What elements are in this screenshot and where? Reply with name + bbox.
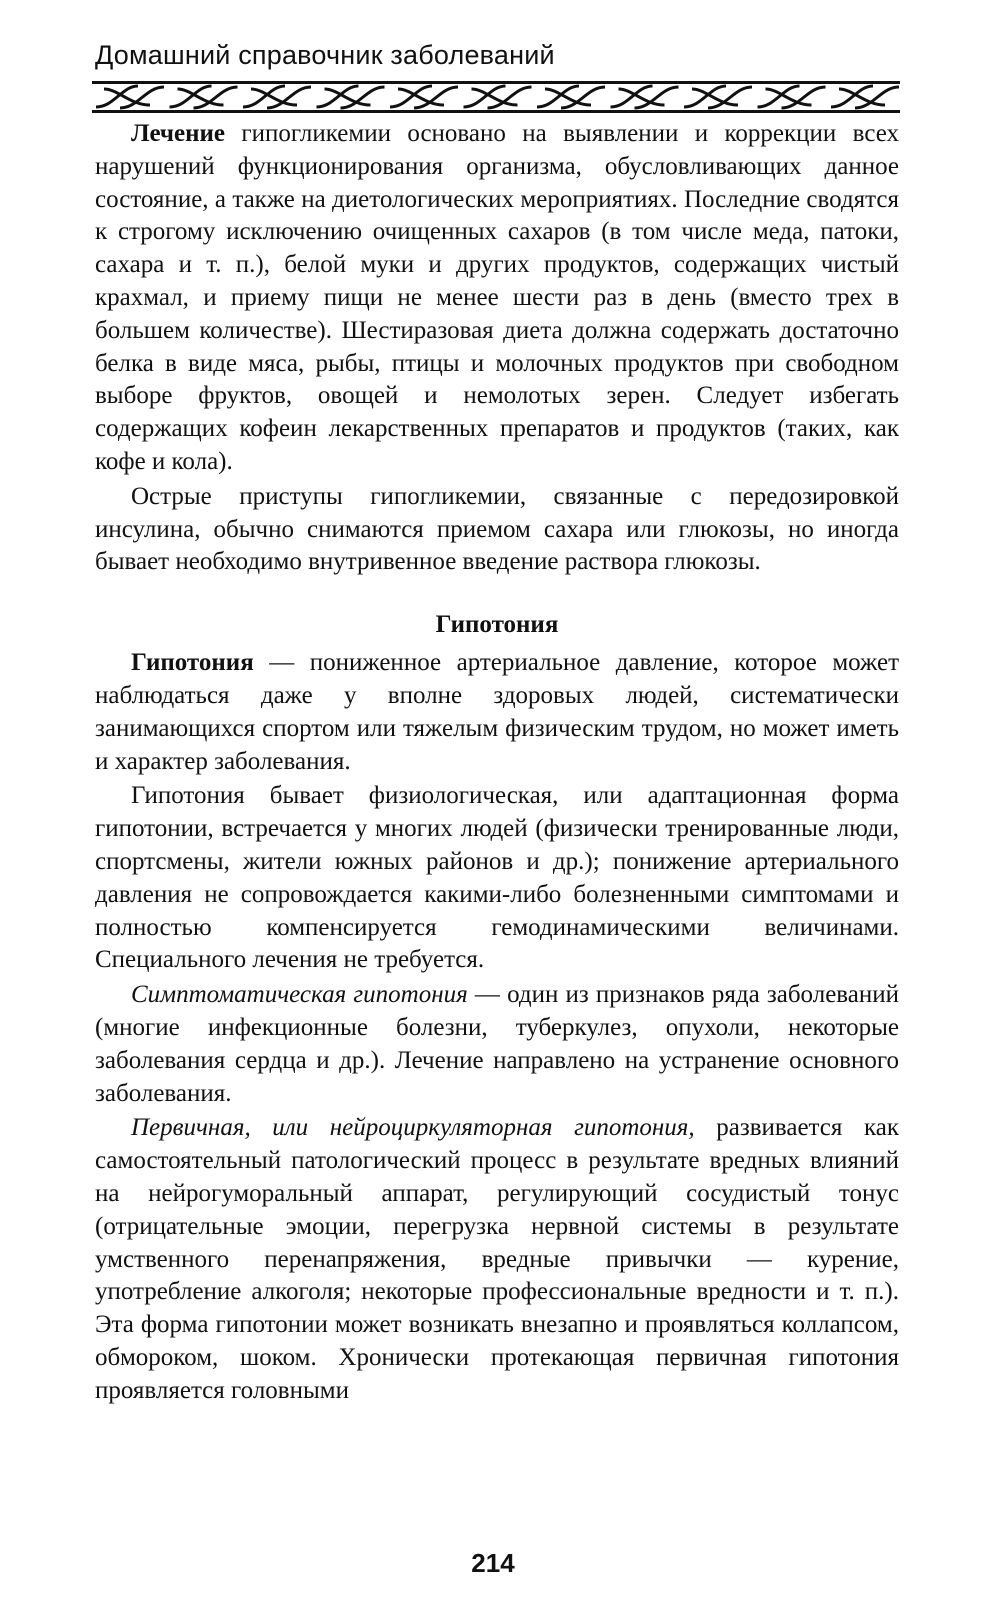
lead-term: Лечение — [131, 120, 226, 147]
lead-term: Первичная, или нейроциркуляторная гипотония, — [131, 1114, 695, 1142]
paragraph-physiological: Гипотония бывает физиологическая, или адаптационная форма гипотонии, встречается у многих людей (физически тренированные люди, спортсмены, жители южных районов и др.); понижение артериального давления не сопровождается какими-либо болезненными симптомами и полностью компенсируется гемодинамическими величинами. Специального лечения не требуется. — [95, 782, 899, 974]
section-heading: Гипотония — [435, 611, 559, 639]
paragraph-acute-attacks: Острые приступы гипогликемии, связанные с передозировкой инсулина, обычно снимаются приемом сахара или глюкозы, но иногда бывает необходимо внутривенное введение раствора глюкозы. — [95, 482, 899, 576]
paragraph-text: развивается как самостоятельный патологический процесс в результате вредных влияний на нейрогуморальный аппарат, регулирующий сосудистый тонус (отрицательные эмоции, перегрузка нервной системы в результате умственного перенапряжения, вредные привычки — курение, употребление алкоголя; некоторые профессиональные вредности и т. п.). Эта форма гипотонии может возникать внезапно и проявляться коллапсом, обмороком, шоком. Хронически протекающая первичная гипотония проявляется головными — [95, 1114, 899, 1404]
lead-term: Гипотония — [131, 649, 254, 677]
decorative-border-ornament — [92, 80, 900, 114]
paragraph-treatment — [95, 118, 899, 479]
paragraph-symptomatic — [95, 979, 899, 1110]
paragraph-definition — [95, 647, 899, 778]
paragraph-text: гипогликемии основано на выявлении и коррекции всех нарушений функционирования организма, обусловливающих данное состояние, а также на диетологических мероприятиях. Последние сводятся к строгому исключению очищенных сахаров (в том числе меда, патоки, сахара и т. п.), белой муки и других продуктов, содержащих чистый крахмал, и приему пищи не менее шести раз в день (вместо трех в большем количестве). Шестиразовая диета должна содержать достаточно белка в виде мяса, рыбы, птицы и молочных продуктов при свободном выборе фруктов, овощей и немолотых зерен. Следует избегать содержащих кофеин лекарственных препаратов и продуктов (таких, как кофе и кола). — [95, 120, 899, 475]
lead-term: Симптоматическая гипотония — [131, 981, 468, 1009]
page-body — [95, 118, 899, 1407]
page-number: 214 — [471, 1548, 515, 1578]
running-head: Домашний справочник заболеваний — [95, 40, 555, 70]
paragraph-text: — пониженное артериальное давление, которое может наблюдаться даже у вполне здоровых людей, систематически занимающихся спортом или тяжелым физическим трудом, но может иметь и характер заболевания. — [95, 649, 899, 775]
paragraph-primary — [95, 1112, 899, 1407]
paragraph-text: — один из признаков ряда заболеваний (многие инфекционные болезни, туберкулез, опухоли, некоторые заболевания сердца и др.). Лечение направлено на устранение основного заболевания. — [95, 981, 899, 1107]
